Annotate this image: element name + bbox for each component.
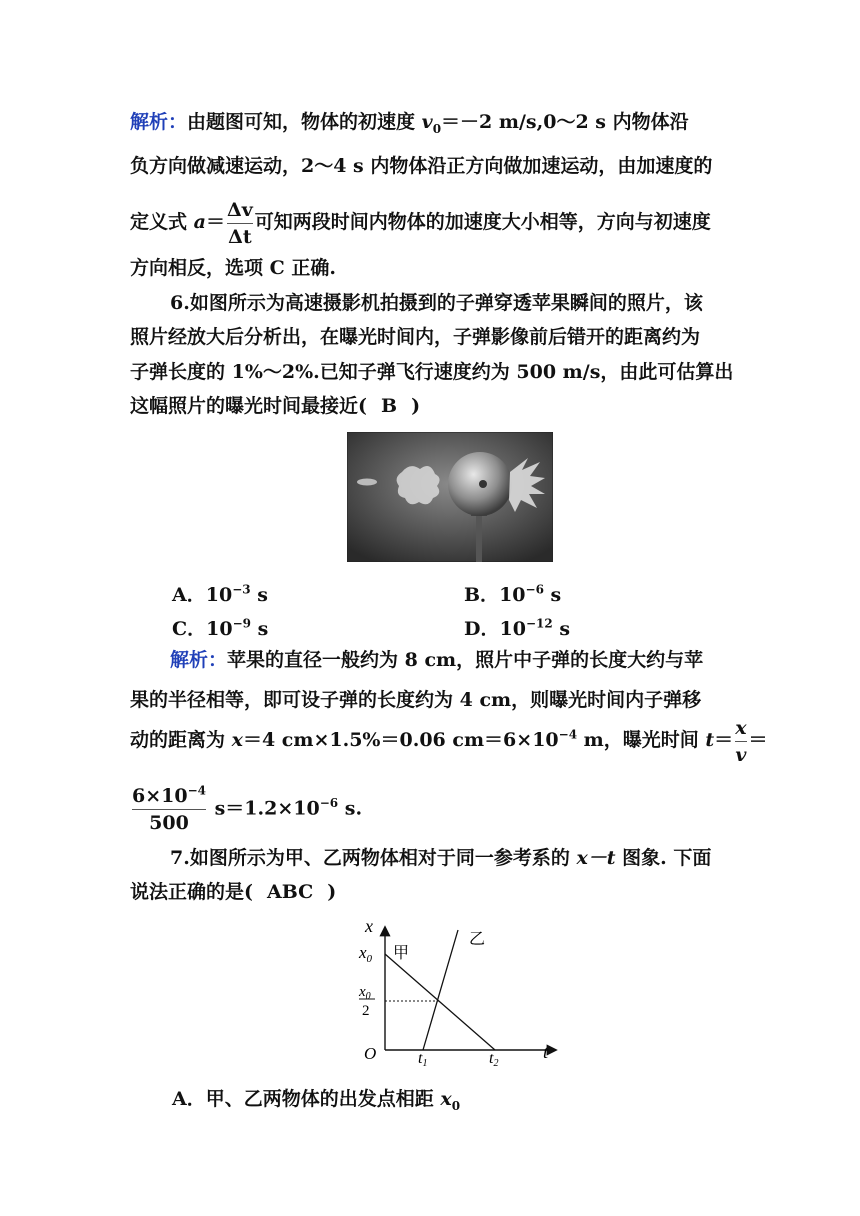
option-d[interactable]: D．$10^{-12}$ s — [464, 616, 571, 640]
bullet-apple-photo — [347, 432, 553, 562]
q6-line-3: 子弹长度的 1%～2%.已知子弹飞行速度约为 500 m/s，由此可估算出 — [130, 361, 734, 383]
time-fraction: $\frac{x}{v}$ — [735, 716, 747, 766]
analysis-label: 解析： — [130, 111, 188, 133]
q5-analysis-line-1: 解析：由题图可知，物体的初速度 $v_0=-2$ m/s,0～2 s 内物体沿 — [130, 111, 689, 136]
xt-graph — [355, 918, 565, 1068]
q6-analysis-line-1: 解析：苹果的直径一般约为 8 cm，照片中子弹的长度大约与苹 — [170, 649, 704, 671]
q7-answer: ABC — [267, 881, 314, 903]
line-jia — [385, 954, 495, 1050]
q5-analysis-line-3: 定义式 a＝ $\frac{\Delta v}{\Delta t}$ 可知两段时间内物体的加速度大小相等，方向与初速度 — [130, 198, 711, 248]
q7-option-a[interactable]: A．甲、乙两物体的出发点相距 $x_0$ — [172, 1088, 461, 1113]
half-x0-num: $x_0$ — [359, 984, 371, 1002]
t2-label: t2 — [489, 1050, 499, 1068]
jia-label: 甲 — [393, 945, 410, 962]
half-x0-den: 2 — [362, 1003, 370, 1019]
q6-answer: B — [381, 395, 398, 417]
q6-analysis-line-2: 果的半径相等，即可设子弹的长度约为 4 cm，则曝光时间内子弹移 — [130, 689, 702, 711]
t1-label: t1 — [418, 1050, 428, 1068]
q6-analysis-line-4: $\frac{6\times 10^{-4}}{500}$ $s=1.2\times 10^{-6}$ s. — [132, 783, 363, 834]
y-axis-label: x — [365, 918, 373, 936]
option-b[interactable]: B．$10^{-6}$ s — [464, 582, 562, 606]
bullet — [357, 479, 377, 486]
option-a[interactable]: A．$10^{-3}$ s — [172, 582, 268, 606]
q6-analysis-line-3: 动的距离为 x＝4 cm×1.5%＝0.06 $cm=6\times 10^{-4}$ m，曝光时间 t＝ $\frac{x}{v}$ ＝ — [130, 716, 768, 766]
q6-line-1: 6.如图所示为高速摄影机拍摄到的子弹穿透苹果瞬间的照片，该 — [170, 292, 703, 314]
q7-line-2: 说法正确的是( ABC ) — [130, 881, 337, 903]
q6-line-2: 照片经放大后分析出，在曝光时间内，子弹影像前后错开的距离约为 — [130, 326, 701, 348]
x-axis-label: t — [543, 1042, 549, 1062]
origin-label: O — [364, 1044, 377, 1063]
acceleration-fraction: $\frac{\Delta v}{\Delta t}$ — [226, 198, 253, 248]
q5-analysis-line-2: 负方向做减速运动，2～4 s 内物体沿正方向做加速运动，由加速度的 — [130, 155, 713, 177]
q7-line-1: 7.如图所示为甲、乙两物体相对于同一参考系的 x－t 图象. 下面 — [170, 847, 712, 869]
q6-line-4: 这幅照片的曝光时间最接近( B ) — [130, 395, 421, 417]
result-fraction: $\frac{6\times 10^{-4}}{500}$ — [132, 783, 206, 834]
analysis-label: 解析： — [170, 649, 228, 671]
option-c[interactable]: C．$10^{-9}$ s — [172, 616, 269, 640]
yi-label: 乙 — [469, 931, 486, 948]
q5-analysis-line-4: 方向相反，选项 C 正确. — [130, 257, 336, 279]
x0-label: $x_0$ — [359, 943, 373, 965]
line-yi — [423, 930, 458, 1050]
